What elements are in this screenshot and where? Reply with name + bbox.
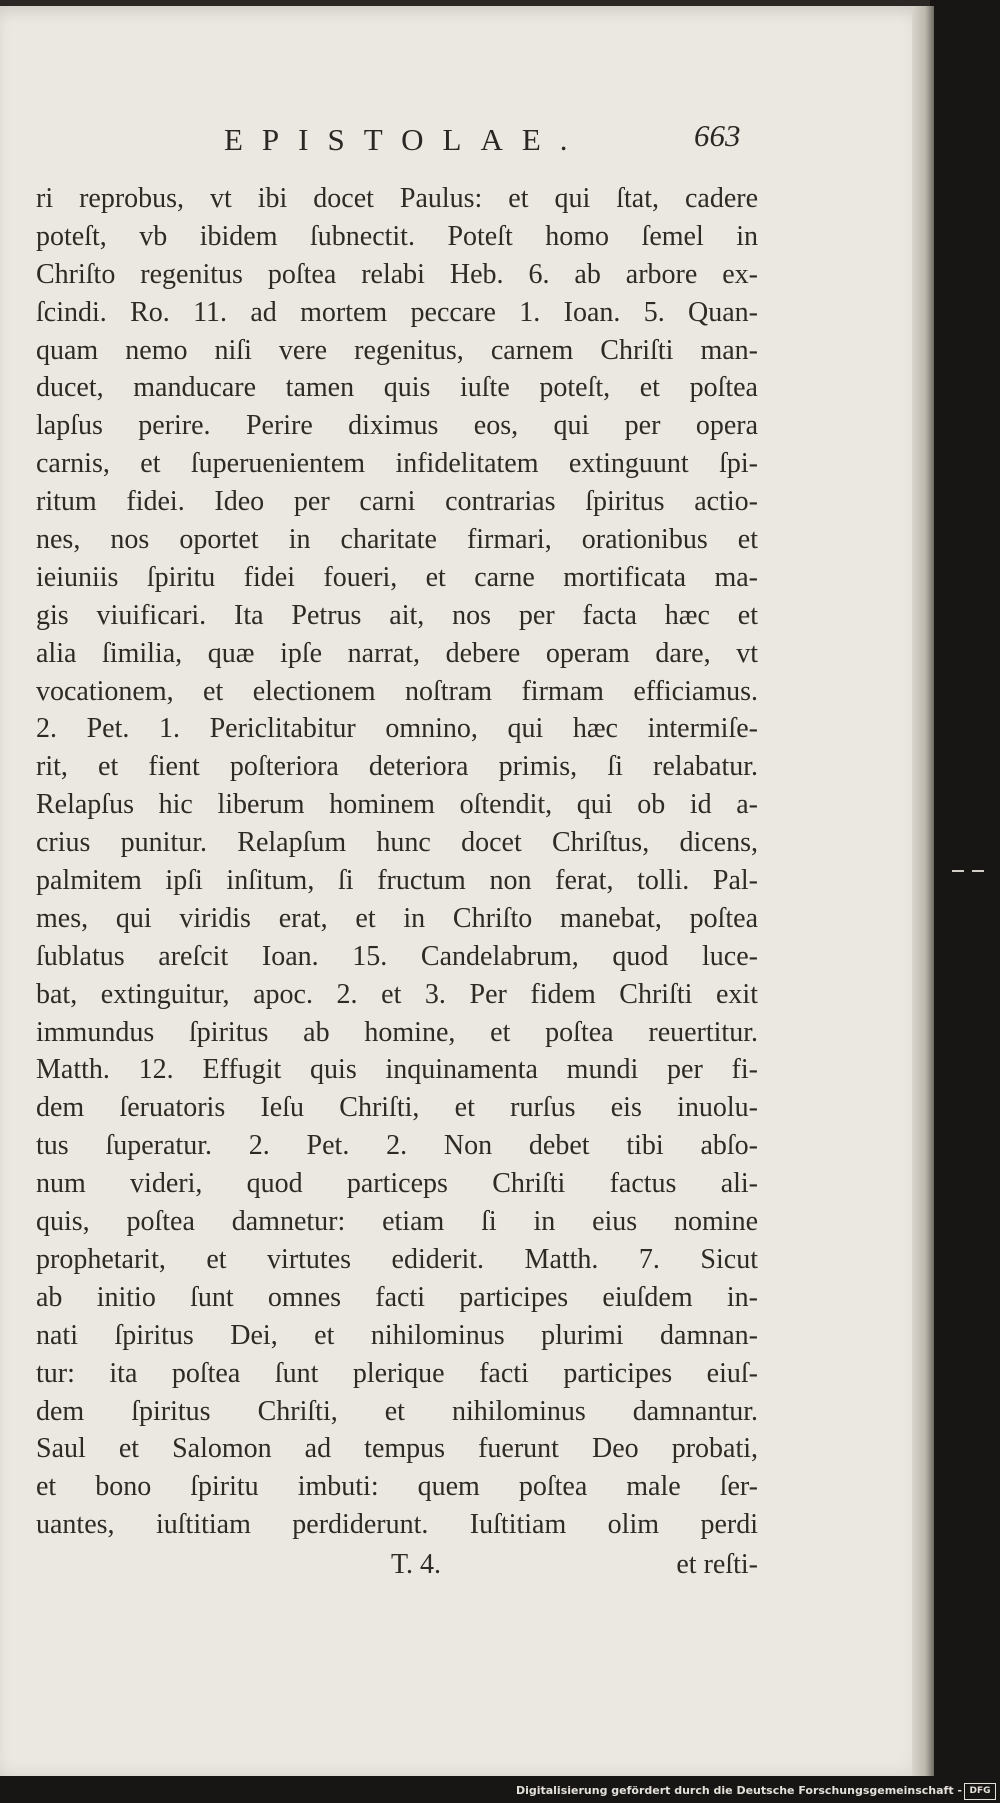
- text-line: palmitem ipſi inſitum, ſi fructum non ferat, tolli. Pal-: [36, 865, 758, 897]
- text-line: lapſus perire. Perire diximus eos, qui per opera: [36, 410, 758, 442]
- signature-mark: T. 4.: [391, 1549, 442, 1580]
- text-line: dem ſeruatoris Ieſu Chriſti, et rurſus eis inuolu-: [36, 1092, 758, 1124]
- text-line: nati ſpiritus Dei, et nihilominus plurimi damnan-: [36, 1319, 758, 1351]
- text-line: quis, poſtea damnetur: etiam ſi in eius nomine: [36, 1206, 758, 1238]
- text-line: rit, et fient poſteriora deteriora primis, ſi relabatur.: [36, 751, 758, 783]
- text-line: bat, extinguitur, apoc. 2. et 3. Per fidem Chriſti exit: [36, 978, 758, 1010]
- body-text: [36, 180, 758, 1544]
- digitization-credit: Digitalisierung gefördert durch die Deutsche Forschungsgemeinschaft -: [515, 1784, 962, 1797]
- scan-margin-mark: [972, 870, 984, 872]
- text-line: ritum fidei. Ideo per carni contrarias ſpiritus actio-: [36, 486, 758, 518]
- text-line: tus ſuperatur. 2. Pet. 2. Non debet tibi abſo-: [36, 1130, 758, 1162]
- text-line: ab initio ſunt omnes facti participes eiuſdem in-: [36, 1281, 758, 1313]
- catchword: et reſti-: [676, 1549, 758, 1580]
- text-line: alia ſimilia, quæ ipſe narrat, debere operam dare, vt: [36, 637, 758, 669]
- text-line: et bono ſpiritu imbuti: quem poſtea male ſer-: [36, 1471, 758, 1503]
- text-line: prophetarit, et virtutes ediderit. Matth. 7. Sicut: [36, 1243, 758, 1275]
- text-line: nes, nos oportet in charitate firmari, orationibus et: [36, 524, 758, 556]
- text-line: crius punitur. Relapſum hunc docet Chriſtus, dicens,: [36, 827, 758, 859]
- text-line: dem ſpiritus Chriſti, et nihilominus damnantur.: [36, 1395, 758, 1427]
- text-line: Chriſto regenitus poſtea relabi Heb. 6. ab arbore ex-: [36, 258, 758, 290]
- text-line: quam nemo niſi vere regenitus, carnem Chriſti man-: [36, 334, 758, 366]
- digitization-credit-bar: [0, 1780, 1000, 1803]
- text-line: ri reprobus, vt ibi docet Paulus: et qui ſtat, cadere: [36, 183, 758, 214]
- page-fore-edge: [912, 6, 934, 1776]
- text-line: ſublatus areſcit Ioan. 15. Candelabrum, quod luce-: [36, 940, 758, 972]
- page-footer: [36, 1549, 758, 1589]
- running-head: EPISTOLAE.: [224, 122, 587, 157]
- text-line: ieiuniis ſpiritu fidei foueri, et carne mortificata ma-: [36, 561, 758, 593]
- text-line: gis viuificari. Ita Petrus ait, nos per facta hæc et: [36, 599, 758, 631]
- text-line: ducet, manducare tamen quis iuſte poteſt, et poſtea: [36, 372, 758, 404]
- text-line: uantes, iuſtitiam perdiderunt. Iuſtitiam olim perdi: [36, 1509, 758, 1541]
- text-line: poteſt, vb ibidem ſubnectit. Poteſt homo ſemel in: [36, 220, 758, 252]
- text-line: Saul et Salomon ad tempus fuerunt Deo probati,: [36, 1433, 758, 1465]
- text-line: ſcindi. Ro. 11. ad mortem peccare 1. Ioan. 5. Quan-: [36, 296, 758, 328]
- scan-margin-mark: [952, 870, 964, 872]
- text-line: mes, qui viridis erat, et in Chriſto manebat, poſtea: [36, 902, 758, 934]
- text-line: Relapſus hic liberum hominem oſtendit, qui ob id a-: [36, 789, 758, 821]
- text-line: immundus ſpiritus ab homine, et poſtea reuertitur.: [36, 1016, 758, 1048]
- text-line: num videri, quod particeps Chriſti factus ali-: [36, 1168, 758, 1200]
- text-line: Matth. 12. Effugit quis inquinamenta mundi per fi-: [36, 1054, 758, 1086]
- text-line: 2. Pet. 1. Periclitabitur omnino, qui hæc intermiſe-: [36, 713, 758, 745]
- text-line: carnis, et ſuperuenientem infidelitatem extinguunt ſpi-: [36, 448, 758, 480]
- text-line: vocationem, et electionem noſtram firmam efficiamus.: [36, 675, 758, 707]
- page-number: 663: [694, 118, 741, 153]
- text-line: tur: ita poſtea ſunt plerique facti participes eiuſ-: [36, 1357, 758, 1389]
- dfg-logo: DFG: [964, 1783, 996, 1800]
- page-header: [0, 118, 928, 162]
